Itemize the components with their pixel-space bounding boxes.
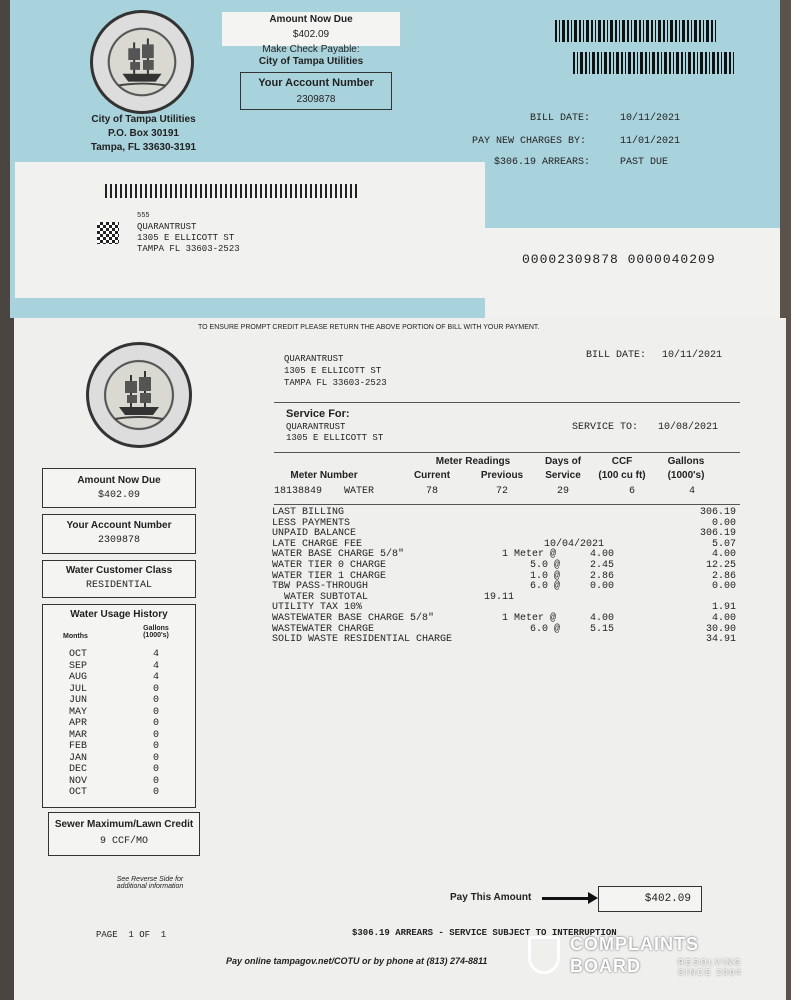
watermark-tag-1: RESOLVING (678, 958, 743, 967)
ship-icon (93, 13, 191, 111)
bill-date: 10/11/2021 (662, 350, 723, 361)
payable-to: City of Tampa Utilities (258, 56, 364, 67)
usage-month: DEC (69, 764, 88, 775)
account-number-label: Your Account Number (66, 520, 172, 531)
usage-month: APR (69, 718, 88, 729)
sewer-credit-box (48, 812, 200, 856)
line-items (272, 508, 738, 654)
line-item-description: LAST BILLING (272, 507, 345, 518)
service-to-label: SERVICE TO: (572, 422, 639, 433)
org-pobox: P.O. Box 30191 (108, 128, 179, 139)
meter-current: 78 (425, 486, 438, 497)
line-item-description: TBW PASS-THROUGH (272, 581, 369, 593)
stub-pay-by-label: PAY NEW CHARGES BY: (472, 136, 587, 147)
service-for-top-rule (274, 402, 740, 403)
line-item-amount: 2.86 (711, 570, 736, 582)
days-of-header: Days of (544, 456, 582, 467)
account-number-value: 2309878 (97, 535, 140, 546)
usage-month: OCT (69, 787, 88, 798)
stub-amount-due-label: Amount Now Due (269, 14, 353, 25)
line-item-quantity: 1.0 @ (530, 570, 561, 582)
usage-month: JUL (69, 683, 88, 695)
line-item-description: SOLID WASTE RESIDENTIAL CHARGE (272, 634, 453, 646)
customer-class-label: Water Customer Class (65, 565, 173, 576)
line-item-quantity: 5.0 @ (530, 560, 561, 571)
usage-history-box (42, 604, 196, 808)
stub-addr-code: 555 (137, 212, 150, 220)
line-item-quantity: 19.11 (484, 591, 515, 603)
line-item-amount: 5.07 (711, 538, 736, 550)
gallons-unit-header: (1000's) (667, 470, 705, 481)
stub-amount-due-value: $402.09 (292, 29, 330, 40)
stub-amount-due-box (222, 12, 400, 46)
meter-readings-header: Meter Readings (435, 456, 511, 467)
line-item-rate: 2.86 (590, 570, 615, 582)
line-item-rate: 4.00 (590, 549, 615, 561)
line-item-description: LATE CHARGE FEE (272, 538, 363, 550)
pay-amount-box (598, 886, 702, 912)
city-seal-logo (90, 10, 194, 114)
meter-days: 29 (556, 486, 569, 497)
usage-history-title: Water Usage History (70, 609, 168, 620)
line-item-row (272, 508, 738, 518)
meter-gallons: 4 (688, 486, 695, 497)
line-item-row (272, 635, 738, 645)
line-item-description: WATER TIER 0 CHARGE (272, 560, 387, 571)
line-item-row (272, 614, 738, 624)
line-item-quantity: 6.0 @ (530, 581, 561, 593)
line-item-amount: 4.00 (711, 549, 736, 561)
barcode-top-1 (555, 20, 717, 42)
meter-header-rule (274, 452, 740, 453)
line-item-quantity: 1 Meter @ (502, 549, 557, 561)
line-item-row (272, 561, 738, 571)
line-item-description: WATER SUBTOTAL (272, 591, 369, 603)
usage-gallons: 0 (153, 729, 160, 741)
usage-gallons: 0 (153, 741, 160, 752)
service-name: QUARANTRUST (286, 422, 346, 432)
line-item-description: WATER BASE CHARGE 5/8" (272, 549, 405, 561)
usage-month: MAY (69, 706, 88, 718)
usage-gallons: 4 (153, 649, 160, 660)
payable-label: Make Check Payable: (262, 44, 360, 55)
watermark-brand-1: COMPLAINTS (570, 934, 699, 954)
usage-gallons: 0 (153, 718, 160, 729)
stub-account-number: 2309878 (296, 94, 336, 105)
amount-due-value: $402.09 (97, 490, 140, 501)
stub-lower-right (485, 228, 780, 318)
bill-body (14, 318, 786, 1000)
page-number: PAGE 1 OF 1 (96, 930, 167, 940)
stub-arrears-label: $306.19 ARREARS: (494, 157, 591, 168)
stub-pay-by: 11/01/2021 (620, 136, 681, 147)
arrow-right-icon (542, 897, 590, 900)
usage-rows (43, 649, 193, 799)
usage-month: JAN (69, 752, 88, 764)
stub-arrears-status: PAST DUE (620, 157, 669, 168)
stub-bill-date: 10/11/2021 (620, 113, 681, 124)
account-number-box (42, 514, 196, 554)
line-item-amount: 306.19 (699, 528, 736, 540)
service-for-label: Service For: (286, 408, 350, 420)
barcode-top-2 (573, 52, 735, 74)
shield-icon (528, 936, 560, 974)
usage-month: FEB (69, 741, 88, 752)
customer-class-box (42, 560, 196, 598)
sewer-credit-label: Sewer Maximum/Lawn Credit (54, 819, 194, 830)
usage-month: OCT (69, 649, 88, 660)
meter-ccf: 6 (628, 486, 635, 497)
line-item-quantity: 10/04/2021 (544, 538, 605, 550)
usage-gallons: 0 (153, 787, 160, 798)
line-item-rate: 5.15 (590, 623, 615, 635)
meter-number-header: Meter Number (290, 470, 358, 481)
line-item-amount: 0.00 (711, 517, 736, 529)
line-item-amount: 12.25 (705, 560, 736, 571)
line-item-quantity: 6.0 @ (530, 623, 561, 635)
usage-month: NOV (69, 775, 88, 787)
meter-previous: 72 (495, 486, 508, 497)
line-item-rate: 0.00 (590, 581, 615, 593)
amount-due-box (42, 468, 196, 508)
bill-addr-name: QUARANTRUST (284, 354, 344, 364)
current-header: Current (413, 470, 451, 481)
line-item-description: UTILITY TAX 10% (272, 602, 363, 614)
line-item-amount: 306.19 (699, 507, 736, 518)
bill-addr-city: TAMPA FL 33603-2523 (284, 378, 387, 388)
stub-account-box (240, 72, 392, 110)
line-item-amount: 4.00 (711, 613, 736, 624)
scan-line: 00002309878 0000040209 (522, 252, 716, 267)
city-seal-logo-body (86, 342, 192, 448)
usage-months-header: Months (63, 633, 88, 640)
return-notice: TO ENSURE PROMPT CREDIT PLEASE RETURN THE ABOVE PORTION OF BILL WITH YOUR PAYMENT. (198, 324, 540, 331)
meter-type: WATER (344, 486, 375, 497)
amount-due-label: Amount Now Due (77, 475, 161, 486)
service-to: 10/08/2021 (658, 422, 719, 433)
line-item-row (272, 529, 738, 539)
line-item-rate: 4.00 (590, 613, 615, 624)
line-item-amount: 0.00 (711, 581, 736, 593)
pay-amount-label: Pay This Amount (450, 892, 532, 903)
previous-header: Previous (480, 470, 524, 481)
ship-icon-body (89, 345, 189, 445)
arrow-right-icon-head (588, 892, 598, 904)
bill-addr-street: 1305 E ELLICOTT ST (284, 366, 382, 376)
org-name: City of Tampa Utilities (91, 114, 196, 125)
line-item-description: WASTEWATER BASE CHARGE 5/8" (272, 613, 435, 624)
line-item-description: WASTEWATER CHARGE (272, 623, 375, 635)
payment-stub (10, 0, 780, 318)
sewer-credit-value: 9 CCF/MO (99, 836, 148, 847)
stub-addr-street: 1305 E ELLICOTT ST (137, 233, 235, 243)
line-item-amount: 1.91 (711, 602, 736, 614)
meter-number: 18138849 (274, 486, 323, 497)
line-item-quantity: 1 Meter @ (502, 613, 557, 624)
line-item-description: WATER TIER 1 CHARGE (272, 570, 387, 582)
stub-account-label: Your Account Number (258, 77, 374, 89)
address-window (15, 162, 485, 298)
reverse-side-note: See Reverse Side for additional information (116, 876, 184, 890)
line-item-rate: 2.45 (590, 560, 615, 571)
service-street: 1305 E ELLICOTT ST (286, 433, 384, 443)
usage-month: MAR (69, 729, 88, 741)
ccf-header: CCF (611, 456, 633, 467)
line-item-description: UNPAID BALANCE (272, 528, 357, 540)
usage-gallons: 0 (153, 706, 160, 718)
usage-gallons: 0 (153, 695, 160, 706)
usage-gallons: 4 (153, 672, 160, 683)
qr-code-icon (97, 222, 119, 244)
stub-addr-name: QUARANTRUST (137, 222, 197, 232)
watermark-tag-2: SINCE 2004 (678, 968, 743, 977)
line-item-amount: 30.90 (705, 623, 736, 635)
usage-gallons: 0 (153, 752, 160, 764)
postal-barcode (105, 184, 359, 198)
bill-date-label: BILL DATE: (586, 350, 647, 361)
line-item-description: LESS PAYMENTS (272, 517, 351, 529)
usage-gallons-header: Gallons (1000's) (143, 625, 169, 639)
line-item-amount: 34.91 (705, 634, 736, 646)
usage-gallons: 0 (153, 764, 160, 775)
watermark-brand-2: BOARD (570, 956, 641, 976)
usage-month: JUN (69, 695, 88, 706)
complaints-board-watermark (528, 930, 752, 984)
pay-amount-value: $402.09 (644, 893, 691, 905)
usage-gallons: 4 (153, 660, 160, 672)
arrears-notice: $306.19 ARREARS - SERVICE SUBJECT TO INTERRUPTION (352, 928, 617, 938)
line-item-row (272, 582, 738, 592)
gallons-header: Gallons (667, 456, 705, 467)
pay-online-text: Pay online tampagov.net/COTU or by phone at (813) 274-8811 (226, 956, 488, 966)
service-header: Service (545, 470, 581, 481)
customer-class-value: RESIDENTIAL (85, 580, 152, 591)
org-city: Tampa, FL 33630-3191 (90, 142, 197, 153)
usage-gallons: 0 (153, 775, 160, 787)
usage-month: AUG (69, 672, 88, 683)
ccf-unit-header: (100 cu ft) (598, 470, 646, 481)
stub-bill-date-label: BILL DATE: (530, 113, 591, 124)
usage-gallons: 0 (153, 683, 160, 695)
line-items-rule (274, 504, 740, 505)
stub-addr-city: TAMPA FL 33603-2523 (137, 244, 240, 254)
usage-month: SEP (69, 660, 88, 672)
